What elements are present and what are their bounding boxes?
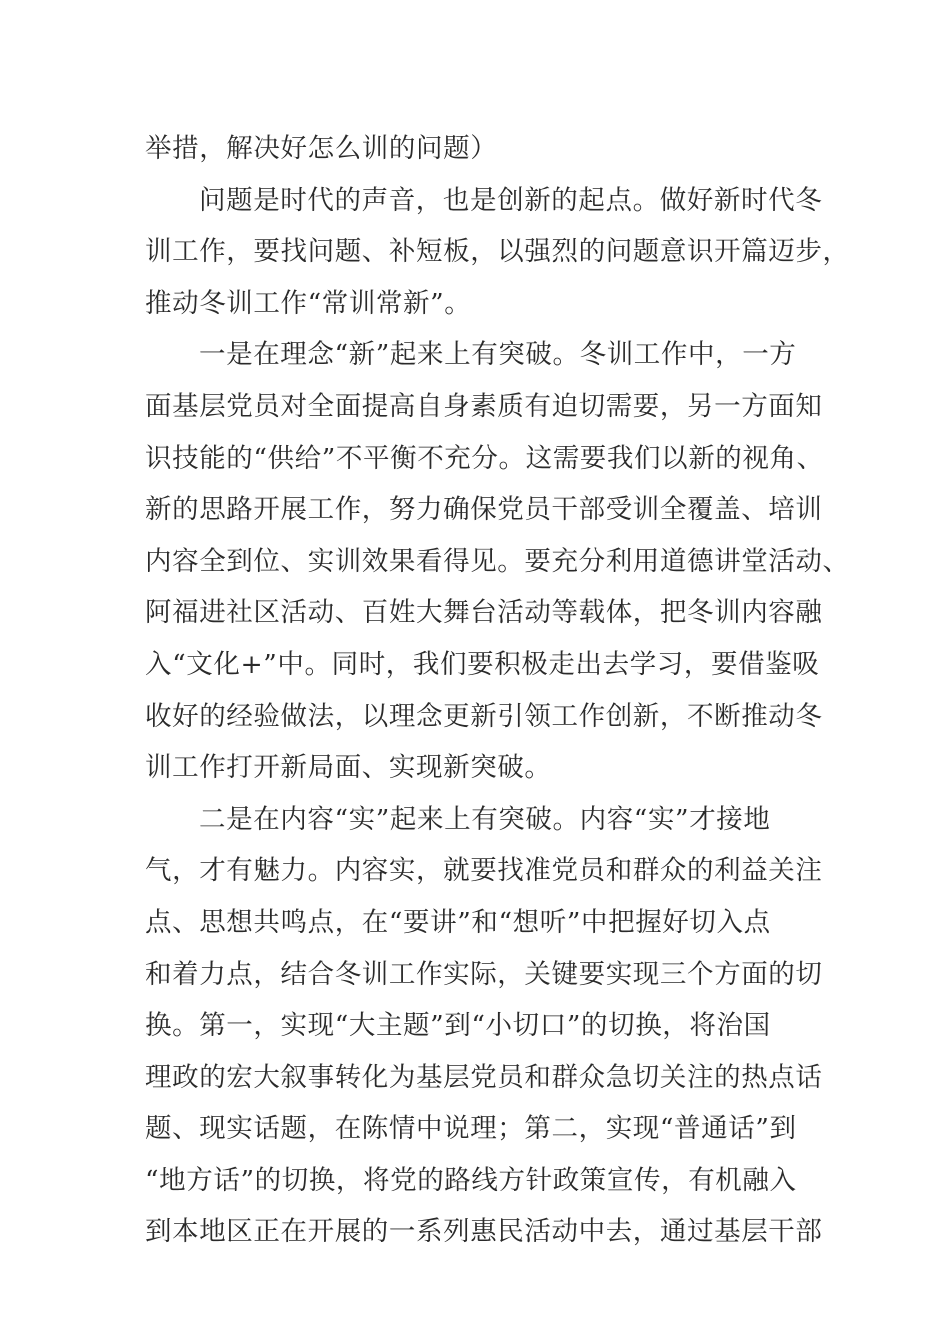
body-text (145, 123, 850, 1258)
text-line: 面基层党员对全面提高自身素质有迫切需要，另一方面知 (145, 390, 823, 422)
paragraph-first-line: 一是在理念“新”起来上有突破。冬训工作中，一方 (199, 339, 797, 371)
text-line: 新的思路开展工作，努力确保党员干部受训全覆盖、培训 (145, 494, 823, 526)
text-line: 内容全到位、实训效果看得见。要充分利用道德讲堂活动、 (145, 545, 850, 577)
text-line: 气，才有魅力。内容实，就要找准党员和群众的利益关注 (145, 855, 823, 887)
text-line: 题、现实话题，在陈情中说理；第二，实现“普通话”到 (145, 1113, 797, 1145)
text-line: 换。第一，实现“大主题”到“小切口”的切换，将治国 (145, 1010, 771, 1042)
text-line: 理政的宏大叙事转化为基层党员和群众急切关注的热点话 (145, 1061, 823, 1093)
text-line: 训工作，要找问题、补短板，以强烈的问题意识开篇迈步， (145, 236, 850, 268)
text-line: 推动冬训工作“常训常新”。 (145, 287, 472, 319)
text-line: 阿福进社区活动、百姓大舞台活动等载体，把冬训内容融 (145, 597, 823, 629)
text-line: 点、思想共鸣点，在“要讲”和“想听”中把握好切入点 (145, 906, 771, 938)
text-line: 入“文化+”中。同时，我们要积极走出去学习，要借鉴吸 (145, 648, 820, 680)
text-line: 训工作打开新局面、实现新突破。 (145, 752, 552, 784)
paragraph-first-line: 问题是时代的声音，也是创新的起点。做好新时代冬 (199, 184, 823, 216)
text-line: 收好的经验做法，以理念更新引领工作创新，不断推动冬 (145, 700, 823, 732)
text-line: 识技能的“供给”不平衡不充分。这需要我们以新的视角、 (145, 442, 824, 474)
text-line: “地方话”的切换，将党的路线方针政策宣传，有机融入 (145, 1164, 797, 1196)
paragraph-first-line: 二是在内容“实”起来上有突破。内容“实”才接地 (199, 803, 771, 835)
text-line: 到本地区正在开展的一系列惠民活动中去，通过基层干部 (145, 1216, 823, 1248)
text-line: 举措，解决好怎么训的问题） (145, 133, 498, 164)
text-line: 和着力点，结合冬训工作实际，关键要实现三个方面的切 (145, 958, 823, 990)
